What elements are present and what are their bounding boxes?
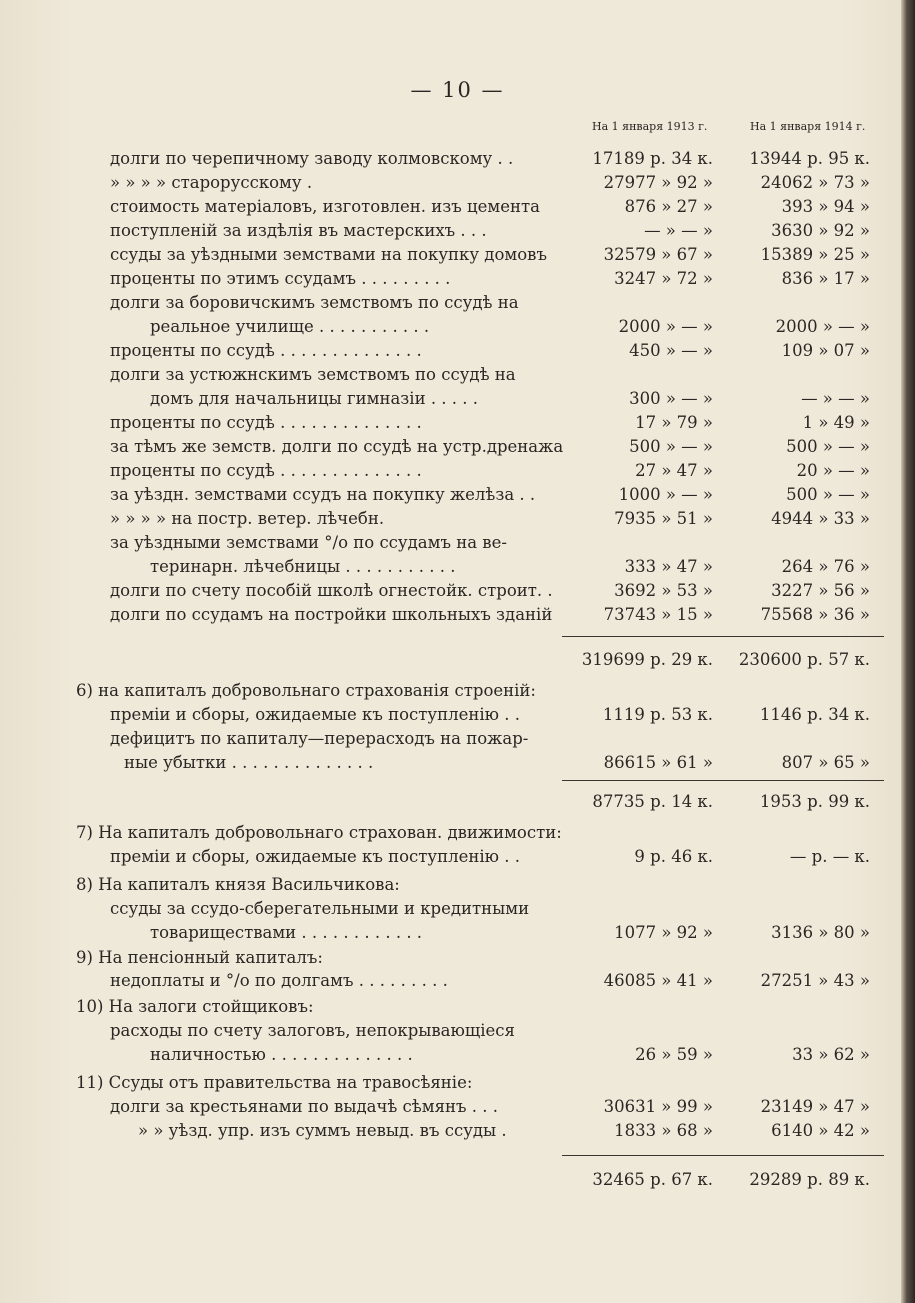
value-1913: 1000 » — » (618, 485, 713, 504)
value-1913: 30631 » 99 » (603, 1097, 713, 1116)
value-1914: 109 » 07 » (781, 341, 870, 360)
section-heading (0, 821, 900, 845)
section-heading (0, 946, 900, 970)
sum-rule (562, 1155, 884, 1156)
table-row (0, 363, 900, 387)
value-1913: 46085 » 41 » (603, 971, 713, 990)
subtotal-1913: 319699 р. 29 к. (581, 650, 713, 669)
table-row (0, 291, 900, 315)
section-heading (0, 873, 900, 897)
row-label: реальное училище . . . . . . . . . . . (150, 317, 430, 336)
value-1914: 6140 » 42 » (771, 1121, 870, 1140)
section-heading (0, 1071, 900, 1095)
value-1914: 20 » — » (796, 461, 870, 480)
value-1913: 2000 » — » (618, 317, 713, 336)
table-row (0, 555, 900, 579)
table-row (0, 703, 900, 727)
value-1913: 1833 » 68 » (614, 1121, 713, 1140)
subtotal-1914: 1953 р. 99 к. (759, 792, 870, 811)
row-label: за уѣздными земствами °/о по ссудамъ на ве- (110, 533, 507, 552)
value-1913: 1119 р. 53 к. (602, 705, 713, 724)
table-row (0, 1043, 900, 1067)
book-spine-shadow (901, 0, 915, 1303)
value-1914: 3136 » 80 » (771, 923, 870, 942)
row-label: преміи и сборы, ожидаемые къ поступленію . . (110, 705, 520, 724)
value-1913: 32579 » 67 » (603, 245, 713, 264)
row-label: 7) На капиталъ добровольнаго страхован. движимости: (76, 823, 562, 842)
subtotal-1914: 29289 р. 89 к. (749, 1170, 870, 1189)
value-1914: 3630 » 92 » (771, 221, 870, 240)
table-row (0, 411, 900, 435)
subtotal-1913: 32465 р. 67 к. (592, 1170, 713, 1189)
row-label: дефицитъ по капиталу—перерасходъ на пожар- (110, 729, 529, 748)
table-row (0, 507, 900, 531)
row-label: ссуды за уѣздными земствами на покупку домовъ (110, 245, 547, 264)
row-label: за тѣмъ же земств. долги по ссудѣ на устр.дренажа (110, 437, 564, 456)
value-1914: 1 » 49 » (802, 413, 870, 432)
value-1913: 26 » 59 » (635, 1045, 713, 1064)
table-row (0, 171, 900, 195)
value-1913: 73743 » 15 » (603, 605, 713, 624)
table-row (0, 531, 900, 555)
table-row (0, 845, 900, 869)
value-1913: 333 » 47 » (624, 557, 713, 576)
value-1914: 264 » 76 » (781, 557, 870, 576)
table-row (0, 1095, 900, 1119)
value-1913: — » — » (644, 221, 713, 240)
value-1914: 24062 » 73 » (760, 173, 870, 192)
row-label: домъ для начальницы гимназіи . . . . . (150, 389, 479, 408)
section-heading (0, 679, 900, 703)
value-1913: 500 » — » (629, 437, 713, 456)
row-label: товариществами . . . . . . . . . . . . (150, 923, 423, 942)
value-1914: — » — » (801, 389, 870, 408)
value-1914: 13944 р. 95 к. (749, 149, 870, 168)
value-1914: 393 » 94 » (781, 197, 870, 216)
row-label: стоимость матеріаловъ, изготовлен. изъ цемента (110, 197, 540, 216)
value-1914: 4944 » 33 » (771, 509, 870, 528)
row-label: наличностью . . . . . . . . . . . . . . (150, 1045, 413, 1064)
subtotal-1913: 87735 р. 14 к. (592, 792, 713, 811)
value-1913: 3692 » 53 » (614, 581, 713, 600)
row-label: долги по счету пособій школѣ огнестойк. строит. . (110, 581, 553, 600)
value-1914: 807 » 65 » (781, 753, 870, 772)
value-1913: 1077 » 92 » (614, 923, 713, 942)
row-label: ссуды за ссудо-сберегательными и кредитными (110, 899, 530, 918)
table-row (0, 195, 900, 219)
row-label: проценты по ссудѣ . . . . . . . . . . . . . . (110, 413, 422, 432)
row-label: поступленій за издѣлія въ мастерскихъ . . . (110, 221, 487, 240)
value-1913: 450 » — » (629, 341, 713, 360)
value-1913: 17 » 79 » (635, 413, 713, 432)
row-label: проценты по ссудѣ . . . . . . . . . . . . . . (110, 461, 422, 480)
table-row (0, 267, 900, 291)
table-row (0, 219, 900, 243)
value-1913: 17189 р. 34 к. (592, 149, 713, 168)
value-1914: 836 » 17 » (781, 269, 870, 288)
value-1914: 3227 » 56 » (771, 581, 870, 600)
row-label: недоплаты и °/о по долгамъ . . . . . . . . . (110, 971, 448, 990)
value-1914: 23149 » 47 » (760, 1097, 870, 1116)
table-row (0, 579, 900, 603)
value-1914: 500 » — » (786, 437, 870, 456)
table-row (0, 1019, 900, 1043)
table-row (0, 751, 900, 775)
value-1914: — р. — к. (789, 847, 870, 866)
table-row (0, 603, 900, 627)
table-row (0, 315, 900, 339)
page-number: — 10 — (410, 78, 505, 102)
table-row (0, 435, 900, 459)
table-row (0, 459, 900, 483)
value-1913: 7935 » 51 » (614, 509, 713, 528)
table-row (0, 483, 900, 507)
value-1913: 27977 » 92 » (603, 173, 713, 192)
sum-rule (562, 636, 884, 637)
value-1913: 9 р. 46 к. (634, 847, 713, 866)
subtotal-row (0, 648, 900, 672)
value-1914: 33 » 62 » (792, 1045, 870, 1064)
value-1914: 27251 » 43 » (760, 971, 870, 990)
row-label: долги за боровичскимъ земствомъ по ссудѣ на (110, 293, 519, 312)
row-label: проценты по этимъ ссудамъ . . . . . . . . . (110, 269, 451, 288)
table-row (0, 147, 900, 171)
row-label: проценты по ссудѣ . . . . . . . . . . . . . . (110, 341, 422, 360)
row-label: 6) на капиталъ добровольнаго страхованія строеній: (76, 681, 536, 700)
value-1913: 86615 » 61 » (603, 753, 713, 772)
value-1914: 500 » — » (786, 485, 870, 504)
row-label: 9) На пенсіонный капиталъ: (76, 948, 323, 967)
table-row (0, 921, 900, 945)
row-label: за уѣздн. земствами ссудъ на покупку желѣза . . (110, 485, 536, 504)
value-1914: 75568 » 36 » (760, 605, 870, 624)
row-label: 8) На капиталъ князя Васильчикова: (76, 875, 400, 894)
value-1914: 1146 р. 34 к. (759, 705, 870, 724)
row-label: расходы по счету залоговъ, непокрывающіеся (110, 1021, 515, 1040)
value-1913: 876 » 27 » (624, 197, 713, 216)
value-1913: 27 » 47 » (635, 461, 713, 480)
table-row (0, 387, 900, 411)
table-row (0, 1119, 900, 1143)
table-row (0, 897, 900, 921)
row-label: долги по черепичному заводу колмовскому . . (110, 149, 514, 168)
row-label: 10) На залоги стойщиковъ: (76, 997, 314, 1016)
table-row (0, 969, 900, 993)
subtotal-1914: 230600 р. 57 к. (738, 650, 870, 669)
table-row (0, 339, 900, 363)
row-label: ные убытки . . . . . . . . . . . . . . (124, 753, 374, 772)
row-label: долги за крестьянами по выдачѣ сѣмянъ . . . (110, 1097, 498, 1116)
table-row (0, 727, 900, 751)
value-1914: 15389 » 25 » (760, 245, 870, 264)
row-label: теринарн. лѣчебницы . . . . . . . . . . . (150, 557, 456, 576)
row-label: » » » » старорусскому . (110, 173, 313, 192)
row-label: » » » » на постр. ветер. лѣчебн. (110, 509, 385, 528)
table-row (0, 243, 900, 267)
column-header-1913: На 1 января 1913 г. (592, 120, 708, 133)
row-label: долги по ссудамъ на постройки школьныхъ зданій (110, 605, 553, 624)
subtotal-row (0, 1168, 900, 1192)
row-label: 11) Ссуды отъ правительства на травосѣяніе: (76, 1073, 473, 1092)
value-1914: 2000 » — » (775, 317, 870, 336)
sum-rule (562, 780, 884, 781)
row-label: » » уѣзд. упр. изъ суммъ невыд. въ ссуды . (138, 1121, 507, 1140)
column-header-1914: На 1 января 1914 г. (750, 120, 866, 133)
row-label: преміи и сборы, ожидаемые къ поступленію . . (110, 847, 520, 866)
section-heading (0, 995, 900, 1019)
subtotal-row (0, 790, 900, 814)
value-1913: 3247 » 72 » (614, 269, 713, 288)
row-label: долги за устюжнскимъ земствомъ по ссудѣ на (110, 365, 516, 384)
value-1913: 300 » — » (629, 389, 713, 408)
